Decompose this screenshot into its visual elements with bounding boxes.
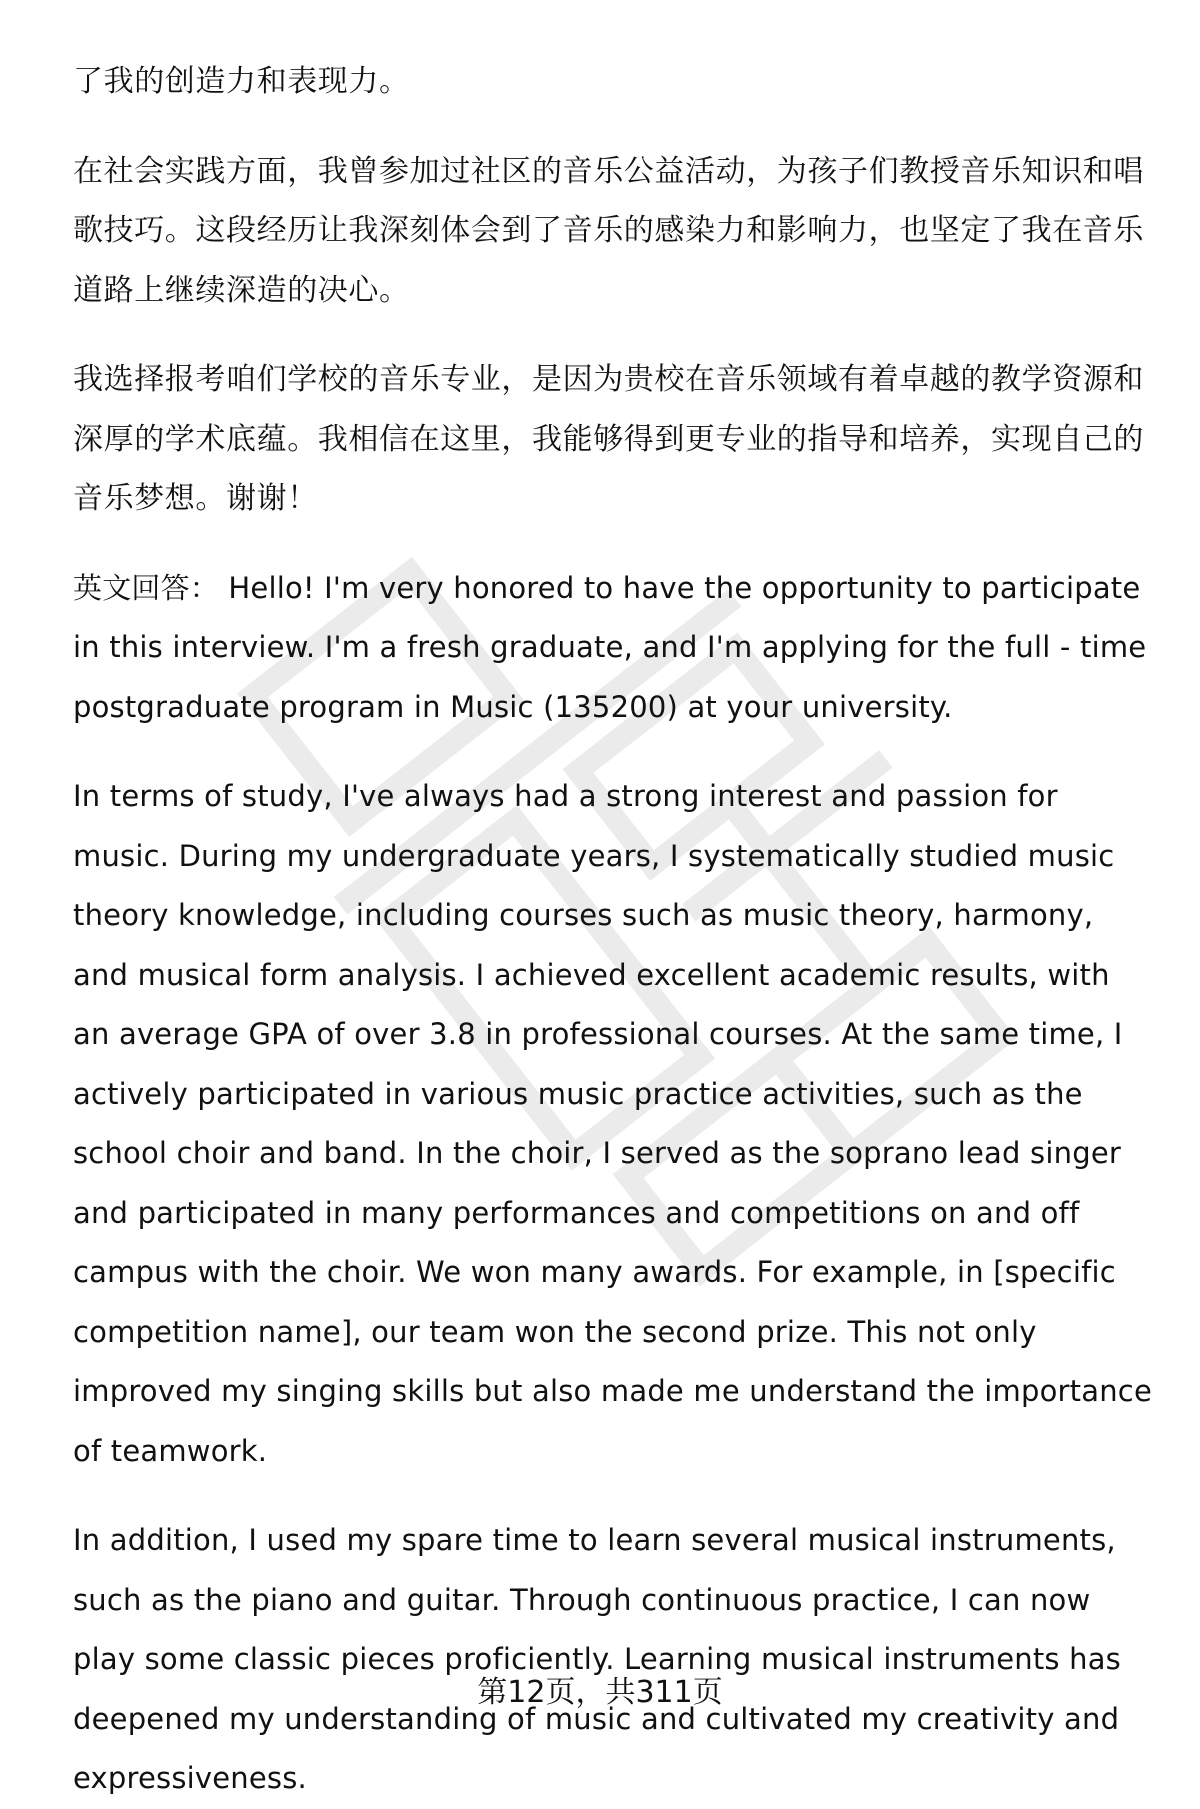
paragraph: 英文回答： Hello! I'm very honored to have the opportunity to participate in this interview. I'm a fresh graduate, and I'm applying for the full - time postgraduate program in Music (135200) at your university. [73, 570, 1147, 724]
paragraph: 我选择报考咱们学校的音乐专业，是因为贵校在音乐领域有着卓越的教学资源和深厚的学术底蕴。我相信在这里，我能够得到更专业的指导和培养，实现自己的音乐梦想。谢谢！ [73, 362, 1144, 516]
paragraph: 了我的创造力和表现力。 [73, 64, 410, 99]
paragraph: In addition, I used my spare time to learn several musical instruments, such as the piano and guitar. Through continuous practice, I can now play some classic pieces proficiently. Learning musical instruments has deepened my understanding of music and cultivated my creativity and expressiveness. [73, 1523, 1121, 1795]
page-number-footer: 第12页，共311页 [477, 1675, 723, 1710]
paragraph: 在社会实践方面，我曾参加过社区的音乐公益活动，为孩子们教授音乐知识和唱歌技巧。这段经历让我深刻体会到了音乐的感染力和影响力，也坚定了我在音乐道路上继续深造的决心。 [73, 153, 1144, 308]
paragraph: In terms of study, I've always had a strong interest and passion for music. During my undergraduate years, I systematically studied music theory knowledge, including courses such as music theory, harmony, and musical form analysis. I achieved excellent academic results, with an average GPA of over 3.8 in professional courses. At the same time, I actively participated in various music practice activities, such as the school choir and band. In the choir, I served as the soprano lead singer and participated in many performances and competitions on and off campus with the choir. We won many awards. For example, in [specific competition name], our team won the second prize. This not only improved my singing skills but also made me understand the importance of teamwork. [73, 779, 1152, 1468]
document-body [73, 52, 1153, 1809]
